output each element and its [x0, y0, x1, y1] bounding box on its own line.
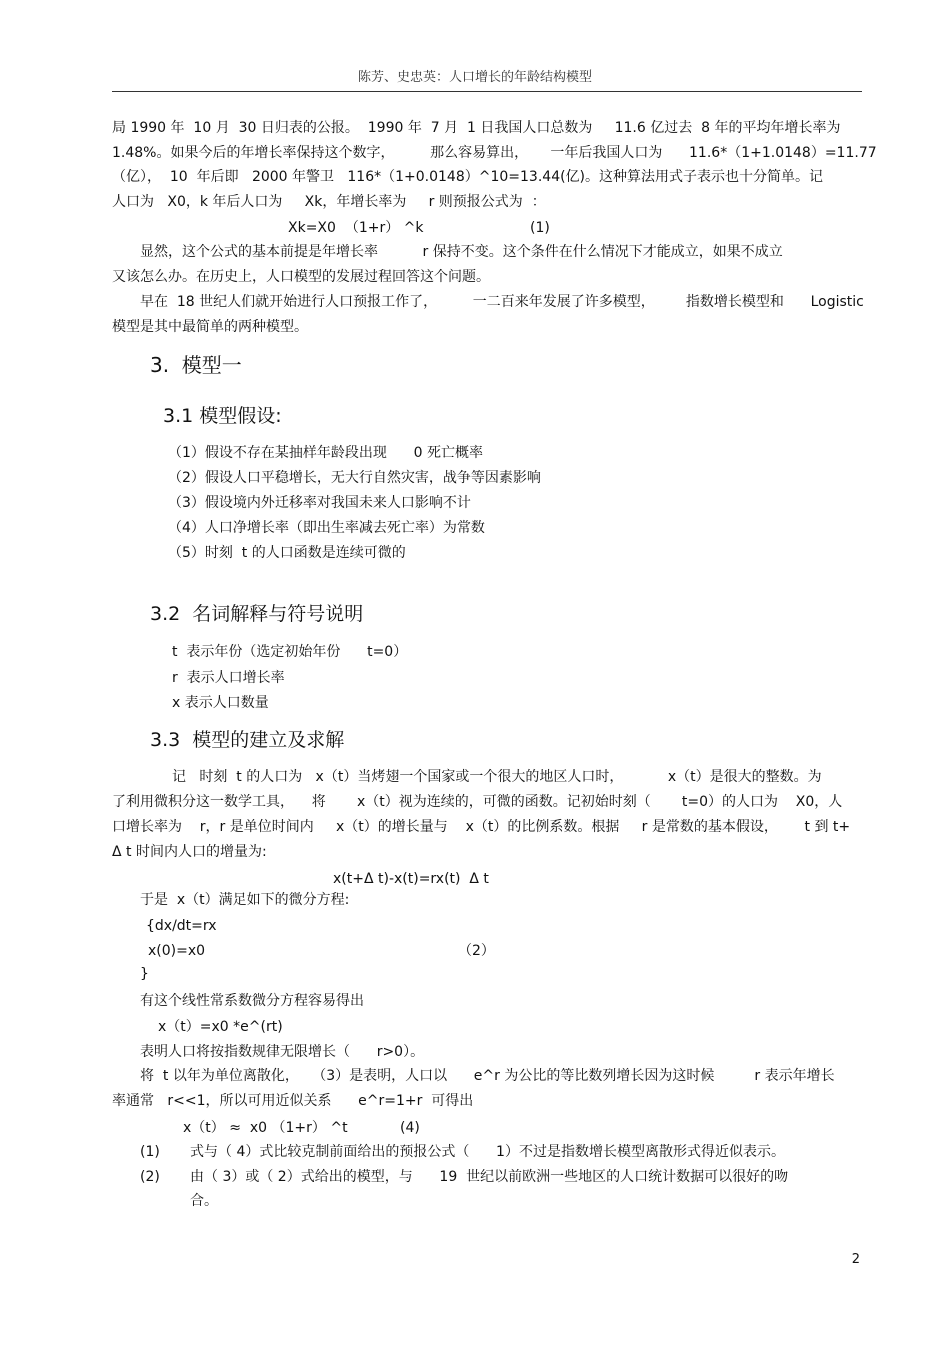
body-line: 记 时刻 t 的人口为 x（t）当烤翅一个国家或一个很大的地区人口时， x（t）是很大的整数。为: [172, 769, 822, 785]
symbol-item: r 表示人口增长率: [172, 670, 285, 686]
section-3-heading: 3. 模型一: [150, 353, 242, 377]
solution-intro: 有这个线性常系数微分方程容易得出: [140, 993, 364, 1009]
assumption-item: （2）假设人口平稳增长，无大行自然灾害，战争等因素影响: [168, 470, 541, 486]
ode-equation: {dx/dt=rx: [146, 918, 217, 934]
section-3-3-heading: 3.3 模型的建立及求解: [150, 729, 345, 751]
section-3-1-heading: 3.1 模型假设:: [163, 405, 282, 427]
assumption-item: （4）人口净增长率（即出生率减去死亡率）为常数: [168, 520, 485, 536]
intro-line-4: 人口为 X0，k 年后人口为 Xk，年增长率为 r 则预报公式为 ：: [112, 194, 546, 210]
intro-para-2-line-1: 显然，这个公式的基本前提是年增长率 r 保持不变。这个条件在什么情况下才能成立，如果不成立: [140, 244, 783, 260]
assumption-item: （5）时刻 t 的人口函数是连续可微的: [168, 545, 406, 561]
discretization-line-2: 率通常 r<<1，所以可用近似关系 e^r=1+r 可得出: [112, 1093, 474, 1109]
note-number: (2): [140, 1169, 160, 1185]
intro-para-2-line-2: 又该怎么办。在历史上，人口模型的发展过程回答这个问题。: [112, 269, 490, 285]
formula-1-number: (1): [530, 220, 550, 236]
ode-intro: 于是 x（t）满足如下的微分方程:: [140, 892, 350, 908]
intro-para-3-line-2: 模型是其中最简单的两种模型。: [112, 319, 308, 335]
note-text: 由（ 3）或（ 2）式给出的模型，与 19 世纪以前欧洲一些地区的人口统计数据可以很好的吻: [190, 1169, 789, 1185]
running-header: 陈芳、史忠英：人口增长的年龄结构模型: [357, 70, 592, 85]
intro-line-1: 局 1990 年 10 月 30 日归表的公报。 1990 年 7 月 1 日我国人口总数为 11.6 亿过去 8 年的平均年增长率为: [112, 120, 841, 136]
approx-equation-number: (4): [400, 1120, 420, 1136]
note-text-continued: 合。: [190, 1193, 218, 1209]
ode-equation-number: （2）: [458, 943, 495, 959]
formula-1: Xk=X0 （1+r） ^k: [288, 220, 424, 236]
symbol-item: t 表示年份（选定初始年份 t=0）: [172, 644, 408, 660]
increment-equation: x(t+Δ t)-x(t)=rx(t) Δ t: [333, 871, 489, 887]
body-line: 口增长率为 r，r 是单位时间内 x（t）的增长量与 x（t）的比例系数。根据 r 是常数的基本假设， t 到 t+: [112, 819, 851, 835]
body-line: 了利用微积分这一数学工具， 将 x（t）视为连续的，可微的函数。记初始时刻（ t=0）的人口为 X0，人: [112, 794, 843, 810]
discretization-line-1: 将 t 以年为单位离散化， （3）是表明，人口以 e^r 为公比的等比数列增长因为这时候 r 表示年增长: [140, 1068, 835, 1084]
intro-line-3: （亿）， 10 年后即 2000 年警卫 116*（1+0.0148）^10=13.44(亿)。这种算法用式子表示也十分简单。记: [112, 169, 824, 185]
approx-equation: x（t） ≈ x0 （1+r） ^t: [183, 1120, 348, 1136]
body-line: Δ t 时间内人口的增量为:: [112, 844, 267, 860]
solution-note: 表明人口将按指数规律无限增长（ r>0）。: [140, 1044, 425, 1060]
intro-line-2: 1.48%。如果今后的年增长率保持这个数字， 那么容易算出， 一年后我国人口为 11.6*（1+1.0148）=11.77: [112, 145, 877, 161]
ode-initial-condition: x(0)=x0: [148, 943, 206, 959]
solution-equation: x（t）=x0 *e^(rt): [158, 1019, 283, 1035]
symbol-item: x 表示人口数量: [172, 695, 269, 711]
page-number: 2: [851, 1252, 860, 1267]
note-text: 式与（ 4）式比较克制前面给出的预报公式（ 1）不过是指数增长模型离散形式得近似表示。: [190, 1144, 785, 1160]
assumption-item: （3）假设境内外迁移率对我国未来人口影响不计: [168, 495, 471, 511]
assumption-item: （1）假设不存在某抽样年龄段出现 0 死亡概率: [168, 445, 483, 461]
ode-close-brace: }: [140, 966, 149, 982]
note-number: (1): [140, 1144, 160, 1160]
intro-para-3-line-1: 早在 18 世纪人们就开始进行人口预报工作了， 一二百来年发展了许多模型， 指数增长模型和 Logistic: [140, 294, 864, 310]
header-rule: [112, 91, 862, 92]
section-3-2-heading: 3.2 名词解释与符号说明: [150, 603, 364, 625]
